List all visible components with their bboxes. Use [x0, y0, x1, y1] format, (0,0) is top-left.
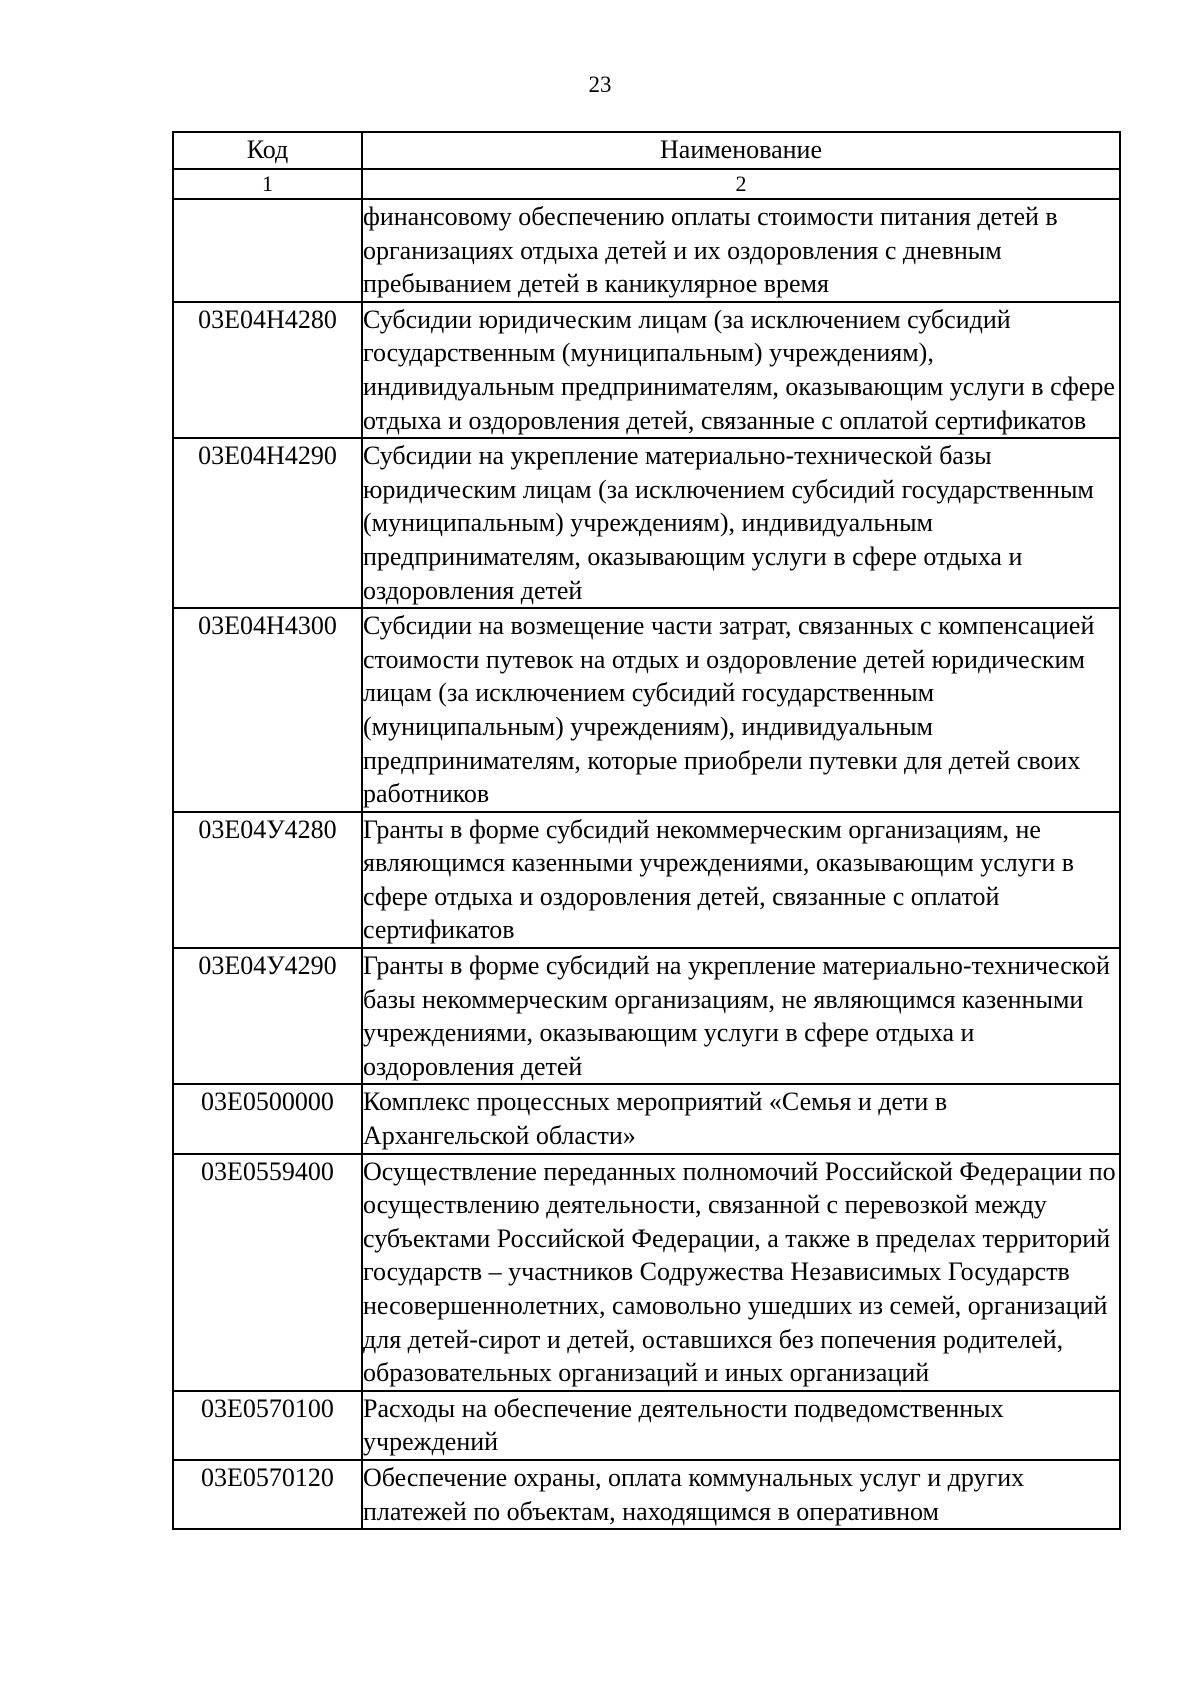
- table-row: [173, 812, 1120, 948]
- table-row: [173, 1084, 1120, 1153]
- table-row: [173, 608, 1120, 812]
- header-name: Наименование: [362, 132, 1120, 169]
- name-cell: Субсидии юридическим лицам (за исключением субсидий государственным (муниципальным) учреждениям), индивидуальным предпринимателям, оказывающим услуги в сфере отдыха и оздоровления детей, связанные с оплатой сертификатов: [362, 302, 1120, 438]
- code-cell: 03Е0570100: [173, 1391, 362, 1460]
- column-number-2: 2: [362, 169, 1120, 199]
- code-cell: 03Е0570120: [173, 1460, 362, 1529]
- table-row: [173, 1154, 1120, 1391]
- code-cell: 03Е04Н4300: [173, 608, 362, 812]
- budget-code-table: [172, 131, 1121, 1530]
- table-row: [173, 302, 1120, 438]
- name-cell: Субсидии на укрепление материально-технической базы юридическим лицам (за исключением субсидий государственным (муниципальным) учреждениям), индивидуальным предпринимателям, оказывающим услуги в сфере отдыха и оздоровления детей: [362, 438, 1120, 608]
- name-cell: финансовому обеспечению оплаты стоимости питания детей в организациях отдыха детей и их оздоровления с дневным пребыванием детей в каникулярное время: [362, 199, 1120, 302]
- code-cell: 03Е04У4290: [173, 948, 362, 1084]
- code-cell: 03Е0559400: [173, 1154, 362, 1391]
- table-header-row: [173, 132, 1120, 169]
- name-cell: Субсидии на возмещение части затрат, связанных с компенсацией стоимости путевок на отдых и оздоровление детей юридическим лицам (за исключением субсидий государственным (муниципальным) учреждениям), индивидуальным предпринимателям, которые приобрели путевки для детей своих работников: [362, 608, 1120, 812]
- table-row: [173, 438, 1120, 608]
- column-number-row: [173, 169, 1120, 199]
- name-cell: Гранты в форме субсидий некоммерческим организациям, не являющимся казенными учреждениями, оказывающим услуги в сфере отдыха и оздоровления детей, связанные с оплатой сертификатов: [362, 812, 1120, 948]
- code-cell: [173, 199, 362, 302]
- code-cell: 03Е04Н4290: [173, 438, 362, 608]
- name-cell: Обеспечение охраны, оплата коммунальных услуг и других платежей по объектам, находящимся в оперативном: [362, 1460, 1120, 1529]
- column-number-1: 1: [173, 169, 362, 199]
- name-cell: Расходы на обеспечение деятельности подведомственных учреждений: [362, 1391, 1120, 1460]
- table-row: [173, 948, 1120, 1084]
- name-cell: Гранты в форме субсидий на укрепление материально-технической базы некоммерческим организациям, не являющимся казенными учреждениями, оказывающим услуги в сфере отдыха и оздоровления детей: [362, 948, 1120, 1084]
- page-number: 23: [588, 72, 612, 97]
- table-row: [173, 199, 1120, 302]
- code-cell: 03Е04Н4280: [173, 302, 362, 438]
- name-cell: Осуществление переданных полномочий Российской Федерации по осуществлению деятельности, связанной с перевозкой между субъектами Российской Федерации, а также в пределах территорий государств – участников Содружества Независимых Государств несовершеннолетних, самовольно ушедших из семей, организаций для детей-сирот и детей, оставшихся без попечения родителей, образовательных организаций и иных организаций: [362, 1154, 1120, 1391]
- name-cell: Комплекс процессных мероприятий «Семья и дети в Архангельской области»: [362, 1084, 1120, 1153]
- table-row: [173, 1460, 1120, 1529]
- code-cell: 03Е0500000: [173, 1084, 362, 1153]
- table-row: [173, 1391, 1120, 1460]
- header-code: Код: [173, 132, 362, 169]
- code-cell: 03Е04У4280: [173, 812, 362, 948]
